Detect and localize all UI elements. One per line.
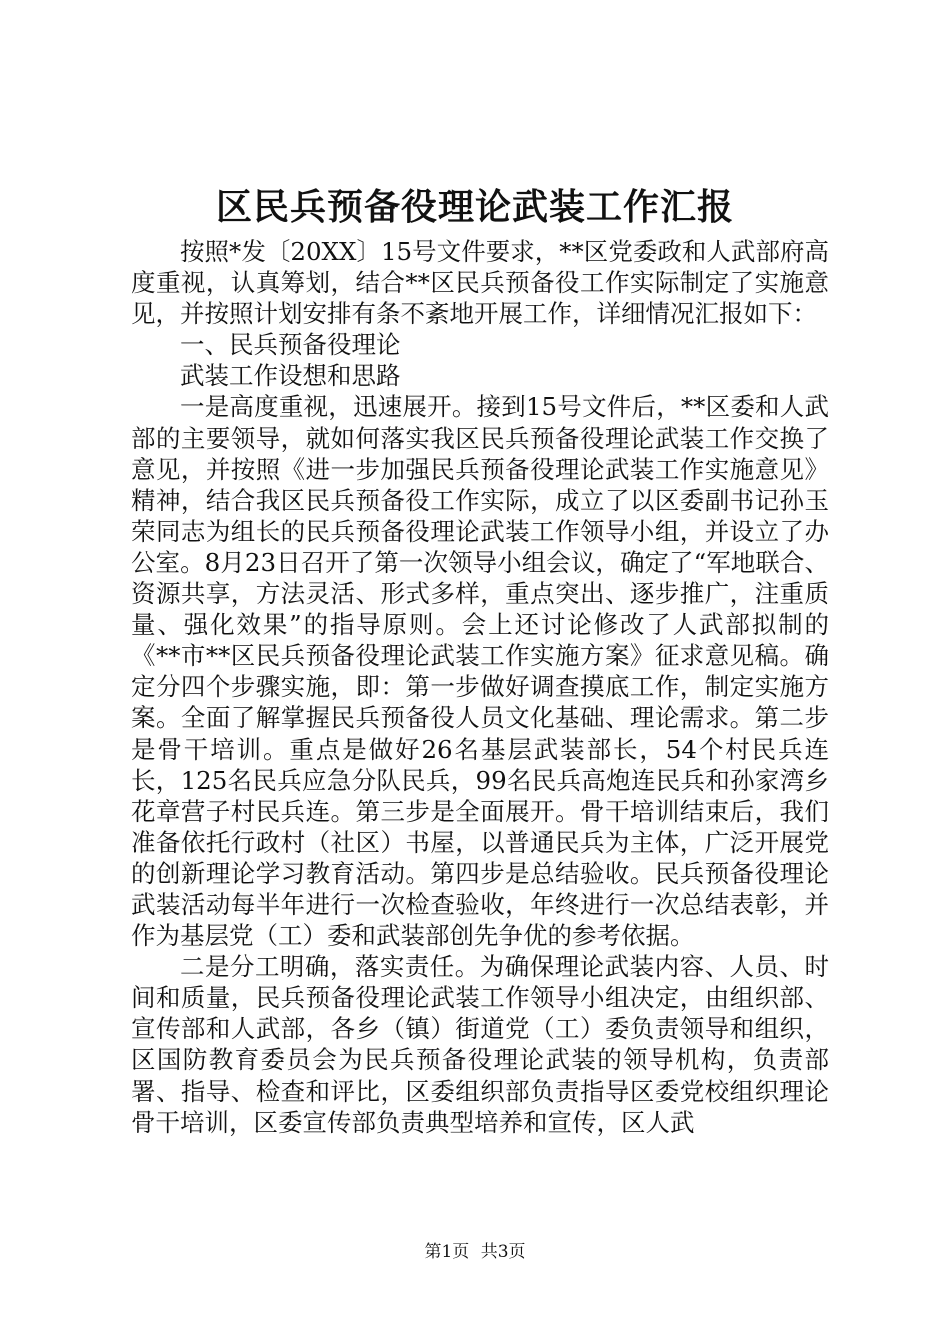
page-footer (0, 1240, 950, 1264)
document-body (131, 236, 829, 1138)
paragraph-point-one: 一是高度重视，迅速展开。接到15号文件后，**区委和人武部的主要领导，就如何落实我区民兵预备役理论武装工作交换了意见，并按照《进一步加强民兵预备役理论武装工作实施意见》精神，结合我区民兵预备役工作实际，成立了以区委副书记孙玉荣同志为组长的民兵预备役理论武装工作领导小组，并设立了办公室。8月23日召开了第一次领导小组会议，确定了“军地联合、资源共享，方法灵活、形式多样，重点突出、逐步推广，注重质量、强化效果”的指导原则。会上还讨论修改了人武部拟制的《**市**区民兵预备役理论武装工作实施方案》征求意见稿。确定分四个步骤实施，即：第一步做好调查摸底工作，制定实施方案。全面了解掌握民兵预备役人员文化基础、理论需求。第二步是骨干培训。重点是做好26名基层武装部长，54个村民兵连长，125名民兵应急分队民兵，99名民兵高炮连民兵和孙家湾乡花章营子村民兵连。第三步是全面展开。骨干培训结束后，我们准备依托行政村（社区）书屋，以普通民兵为主体，广泛开展党的创新理论学习教育活动。第四步是总结验收。民兵预备役理论武装活动每半年进行一次检查验收，年终进行一次总结表彰，并作为基层党（工）委和武装部创先争优的参考依据。 (131, 392, 829, 951)
section-subheading: 武装工作设想和思路 (180, 361, 401, 391)
document-title: 区民兵预备役理论武装工作汇报 (215, 186, 734, 228)
section-heading: 一、民兵预备役理论 (180, 330, 401, 360)
paragraph-point-two: 二是分工明确，落实责任。为确保理论武装内容、人员、时间和质量，民兵预备役理论武装工作领导小组决定，由组织部、宣传部和人武部，各乡（镇）街道党（工）委负责领导和组织，区国防教育委员会为民兵预备役理论武装的领导机构，负责部署、指导、检查和评比，区委组织部负责指导区委党校组织理论骨干培训，区委宣传部负责典型培养和宣传，区人武 (131, 952, 829, 1137)
page-total: 共3页 (480, 1242, 526, 1262)
page-number: 第1页 (424, 1242, 470, 1262)
paragraph-intro: 按照*发〔20XX〕15号文件要求，**区党委政和人武部府高度重视，认真筹划，结合**区民兵预备役工作实际制定了实施意见，并按照计划安排有条不紊地开展工作，详细情况汇报如下： (131, 237, 829, 329)
